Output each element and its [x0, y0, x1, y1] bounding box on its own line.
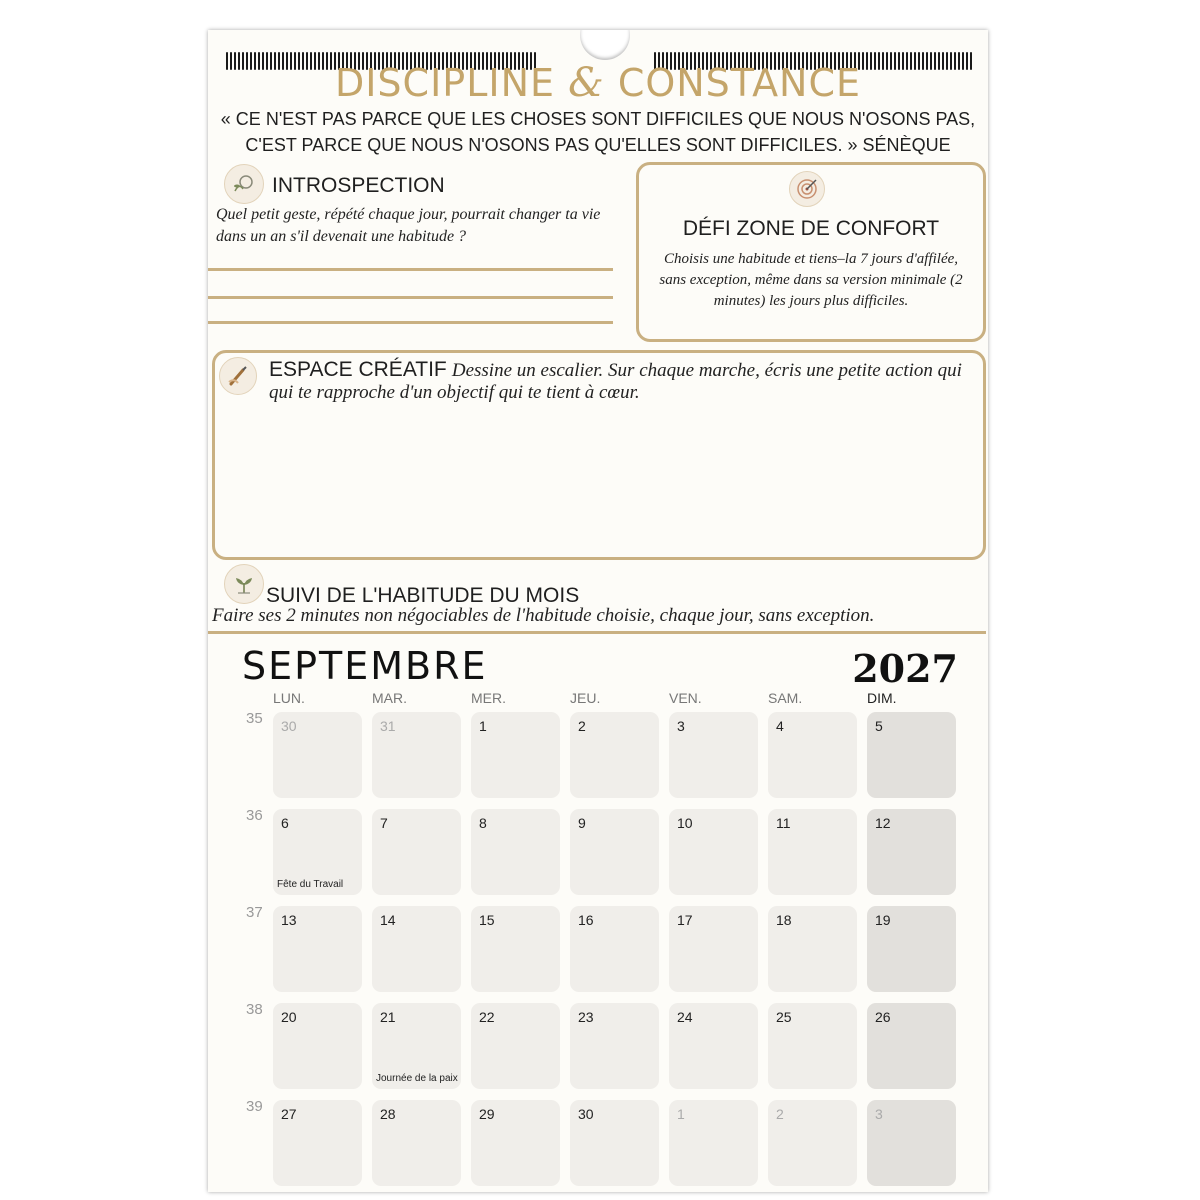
writing-line	[208, 268, 613, 271]
day-number: 1	[677, 1106, 685, 1122]
day-number: 30	[281, 718, 297, 734]
writing-line	[208, 296, 613, 299]
day-number: 7	[380, 815, 388, 831]
day-cell[interactable]	[471, 809, 560, 895]
day-number: 22	[479, 1009, 495, 1025]
calendar-page	[208, 30, 988, 1192]
day-cell[interactable]	[372, 809, 461, 895]
creative-title: ESPACE CRÉATIF	[269, 358, 447, 381]
title-part1: DISCIPLINE	[334, 61, 556, 105]
page-title	[208, 60, 988, 106]
sprout-icon	[224, 564, 264, 604]
day-cell[interactable]	[768, 1100, 857, 1186]
weekday-label: MER.	[471, 690, 506, 706]
day-number: 3	[677, 718, 685, 734]
weekday-label: MAR.	[372, 690, 407, 706]
day-cell[interactable]	[768, 712, 857, 798]
introspection-title: INTROSPECTION	[272, 174, 445, 197]
day-cell[interactable]	[867, 1100, 956, 1186]
day-cell[interactable]	[768, 906, 857, 992]
day-cell[interactable]	[471, 906, 560, 992]
defi-title: DÉFI ZONE DE CONFORT	[682, 217, 940, 240]
day-cell[interactable]	[669, 712, 758, 798]
day-cell[interactable]	[570, 809, 659, 895]
day-cell[interactable]	[669, 1100, 758, 1186]
day-number: 1	[479, 718, 487, 734]
title-part2: CONSTANCE	[617, 61, 862, 105]
day-number: 20	[281, 1009, 297, 1025]
day-cell[interactable]	[570, 712, 659, 798]
day-number: 18	[776, 912, 792, 928]
day-number: 6	[281, 815, 289, 831]
quote	[208, 106, 988, 158]
weekday-label: LUN.	[273, 690, 305, 706]
day-cell[interactable]	[867, 712, 956, 798]
weekday-label: JEU.	[570, 690, 601, 706]
day-number: 26	[875, 1009, 891, 1025]
creative-heading	[269, 359, 975, 404]
day-number: 21	[380, 1009, 396, 1025]
day-cell[interactable]	[273, 712, 362, 798]
introspection-prompt: Quel petit geste, répété chaque jour, pourrait changer ta vie dans un an s'il devenait une habitude ?	[216, 206, 601, 245]
day-cell[interactable]	[768, 1003, 857, 1089]
day-number: 5	[875, 718, 883, 734]
head-leaf-icon	[224, 164, 264, 204]
day-cell[interactable]	[471, 712, 560, 798]
weekday-label: DIM.	[867, 690, 897, 706]
day-number: 3	[875, 1106, 883, 1122]
day-number: 30	[578, 1106, 594, 1122]
day-cell[interactable]	[669, 906, 758, 992]
writing-line	[208, 321, 613, 324]
holiday-label: Fête du Travail	[277, 879, 344, 890]
target-icon	[789, 171, 825, 207]
day-cell[interactable]	[372, 1003, 461, 1089]
day-cell[interactable]	[570, 906, 659, 992]
day-number: 10	[677, 815, 693, 831]
suivi-underline	[208, 631, 986, 634]
day-number: 14	[380, 912, 396, 928]
day-number: 8	[479, 815, 487, 831]
weekday-label: VEN.	[669, 690, 702, 706]
day-cell[interactable]	[570, 1100, 659, 1186]
day-number: 4	[776, 718, 784, 734]
week-number: 36	[246, 807, 263, 824]
day-number: 25	[776, 1009, 792, 1025]
day-number: 13	[281, 912, 297, 928]
day-number: 19	[875, 912, 891, 928]
calendar-year: 2027	[852, 646, 958, 691]
day-cell[interactable]	[273, 1003, 362, 1089]
day-cell[interactable]	[669, 809, 758, 895]
day-cell[interactable]	[867, 809, 956, 895]
suivi-title: SUIVI DE L'HABITUDE DU MOIS	[266, 584, 580, 607]
day-number: 12	[875, 815, 891, 831]
day-number: 15	[479, 912, 495, 928]
week-number: 39	[246, 1098, 263, 1115]
day-cell[interactable]	[273, 1100, 362, 1186]
day-cell[interactable]	[372, 1100, 461, 1186]
quote-line-2: C'EST PARCE QUE NOUS N'OSONS PAS QU'ELLES SONT DIFFICILES. » SÉNÈQUE	[245, 135, 951, 155]
day-cell[interactable]	[273, 809, 362, 895]
week-number: 37	[246, 904, 263, 921]
day-number: 2	[578, 718, 586, 734]
creative-text: Dessine un escalier. Sur chaque marche, écris une petite action qui qui te rapproche d'un objectif qui te tient à cœur.	[269, 360, 962, 403]
day-number: 28	[380, 1106, 396, 1122]
day-cell[interactable]	[471, 1003, 560, 1089]
day-number: 2	[776, 1106, 784, 1122]
day-number: 29	[479, 1106, 495, 1122]
quote-line-1: « CE N'EST PAS PARCE QUE LES CHOSES SONT DIFFICILES QUE NOUS N'OSONS PAS,	[220, 109, 976, 129]
day-number: 27	[281, 1106, 297, 1122]
day-cell[interactable]	[372, 906, 461, 992]
day-number: 31	[380, 718, 396, 734]
day-cell[interactable]	[867, 1003, 956, 1089]
day-number: 16	[578, 912, 594, 928]
suivi-text: Faire ses 2 minutes non négociables de l'habitude choisie, chaque jour, sans exception.	[212, 605, 875, 626]
brush-icon	[219, 357, 257, 395]
day-cell[interactable]	[867, 906, 956, 992]
defi-box	[636, 162, 986, 342]
calendar-month: SEPTEMBRE	[242, 644, 488, 688]
hanger-hole	[580, 30, 630, 60]
day-number: 23	[578, 1009, 594, 1025]
day-cell[interactable]	[768, 809, 857, 895]
week-number: 35	[246, 710, 263, 727]
day-cell[interactable]	[273, 906, 362, 992]
defi-text: Choisis une habitude et tiens–la 7 jours d'affilée, sans exception, même dans sa version minimale (2 minutes) les jours plus difficiles.	[659, 251, 963, 309]
title-ampersand: &	[568, 60, 605, 106]
weekday-label: SAM.	[768, 690, 803, 706]
day-cell[interactable]	[570, 1003, 659, 1089]
day-number: 17	[677, 912, 693, 928]
creative-box	[212, 350, 986, 560]
day-cell[interactable]	[471, 1100, 560, 1186]
day-number: 11	[776, 815, 791, 831]
day-number: 9	[578, 815, 586, 831]
day-number: 24	[677, 1009, 693, 1025]
week-number: 38	[246, 1001, 263, 1018]
day-cell[interactable]	[669, 1003, 758, 1089]
holiday-label: Journée de la paix	[376, 1073, 458, 1084]
day-cell[interactable]	[372, 712, 461, 798]
